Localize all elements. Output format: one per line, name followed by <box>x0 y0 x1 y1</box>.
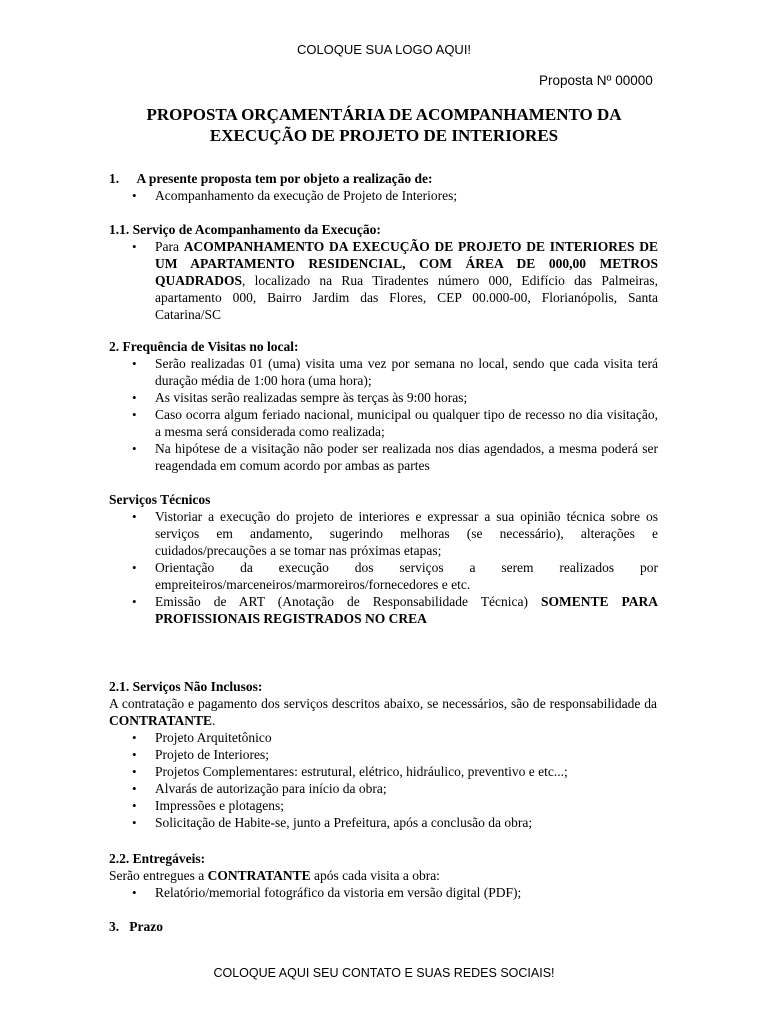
section-2-list <box>130 355 658 474</box>
list-item: • Solicitação de Habite-se, junto a Prefeitura, após a conclusão da obra; <box>130 814 658 831</box>
list-item <box>130 593 658 627</box>
contratante-bold: CONTRATANTE <box>109 713 213 728</box>
section-2-1-intro <box>109 695 657 729</box>
list-item: • Serão realizadas 01 (uma) visita uma vez por semana no local, sendo que cada visita terá duração média de 1:00 hora (uma hora); <box>130 355 658 389</box>
list-item: • Na hipótese de a visitação não poder ser realizada nos dias agendados, a mesma poderá ser reagendada em comum acordo por ambas as partes <box>130 440 658 474</box>
section-2-2-heading: 2.2. Entregáveis: <box>109 851 206 866</box>
item-bold-text: ACOMPANHAMENTO DA EXECUÇÃO DE PROJETO DE INTERIORES DE UM APARTAMENTO RESIDENCIAL, COM ÁREA DE 000,00 METROS QUADRADOS <box>155 239 658 288</box>
proposal-number: Proposta Nº 00000 <box>539 73 653 88</box>
list-item: • Alvarás de autorização para início da obra; <box>130 780 658 797</box>
section-2-1-list <box>130 729 658 831</box>
section-2-heading: 2. Frequência de Visitas no local: <box>109 339 299 354</box>
title-line-1: PROPOSTA ORÇAMENTÁRIA DE ACOMPANHAMENTO DA <box>146 105 622 124</box>
art-prefix: Emissão de ART (Anotação de Responsabilidade Técnica) <box>155 594 541 609</box>
item-prefix: Para <box>155 239 184 254</box>
section-1-1-heading: 1.1. Serviço de Acompanhamento da Execução: <box>109 222 381 237</box>
list-item: • Relatório/memorial fotográfico da vistoria em versão digital (PDF); <box>130 884 658 901</box>
technical-services-heading: Serviços Técnicos <box>109 492 211 507</box>
intro-suffix: . <box>212 713 216 728</box>
intro-suffix: após cada visita a obra: <box>310 868 440 883</box>
section-1-number: 1. <box>109 171 120 186</box>
intro-prefix: Serão entregues a <box>109 868 208 883</box>
list-item: • Orientação da execução dos serviços a serem realizados por empreiteiros/marceneiros/marmoreiros/fornecedores e etc. <box>130 559 658 593</box>
list-item <box>130 238 658 323</box>
title-line-2: EXECUÇÃO DE PROJETO DE INTERIORES <box>209 126 559 145</box>
list-item: • Impressões e plotagens; <box>130 797 658 814</box>
intro-prefix: A contratação e pagamento dos serviços descritos abaixo, se necessários, são de responsabilidade da <box>109 696 657 711</box>
section-1-1-list <box>130 238 658 323</box>
list-item: • Projeto Arquitetônico <box>130 729 658 746</box>
footer-contact-placeholder: COLOQUE AQUI SEU CONTATO E SUAS REDES SOCIAIS! <box>213 966 555 980</box>
list-item: • Projeto de Interiores; <box>130 746 658 763</box>
list-item: • Vistoriar a execução do projeto de interiores e expressar a sua opinião técnica sobre os serviços em andamento, sugerindo melhoras (se necessário), alterações e cuidados/precauções a se tomar nas próximas etapas; <box>130 508 658 559</box>
contratante-bold: CONTRATANTE <box>207 868 311 883</box>
section-1-list <box>130 187 658 204</box>
list-item: • As visitas serão realizadas sempre às terças às 9:00 horas; <box>130 389 658 406</box>
section-2-2-list <box>130 884 658 901</box>
section-3-heading: 3. Prazo <box>109 919 163 934</box>
section-1-title: A presente proposta tem por objeto a realização de: <box>136 171 433 186</box>
list-item: • Projetos Complementares: estrutural, elétrico, hidráulico, preventivo e etc...; <box>130 763 658 780</box>
section-1-heading <box>109 170 432 187</box>
list-item: • Caso ocorra algum feriado nacional, municipal ou qualquer tipo de recesso no dia visitação, a mesma será considerada como realizada; <box>130 406 658 440</box>
logo-placeholder: COLOQUE SUA LOGO AQUI! <box>296 42 472 57</box>
art-bold-text: SOMENTE PARA PROFISSIONAIS REGISTRADOS NO CREA <box>155 594 658 626</box>
section-2-1-heading: 2.1. Serviços Não Inclusos: <box>109 679 263 694</box>
document-title <box>60 104 708 146</box>
section-2-2-intro <box>109 867 657 884</box>
technical-services-list <box>130 508 658 627</box>
list-item: • Acompanhamento da execução de Projeto de Interiores; <box>130 187 658 204</box>
item-suffix: , localizado na Rua Tiradentes número 000, Edifício das Palmeiras, apartamento 000, Bairro Jardim das Flores, CEP 00.000-00, Florianópolis, Santa Catarina/SC <box>155 273 658 322</box>
